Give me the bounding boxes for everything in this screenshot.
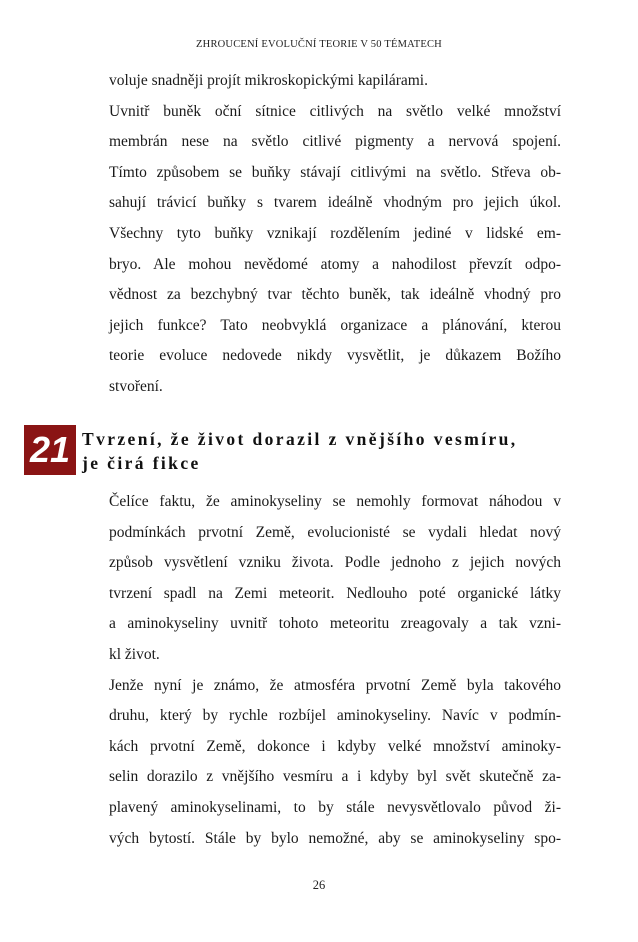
- text-line: způsob vysvětlení vzniku života. Podle jednoho z jejich nových: [109, 554, 561, 572]
- text-line: Tímto způsobem se buňky stávají citlivými na světlo. Střeva ob-: [109, 163, 561, 181]
- text-line: tvrzení spadl na Zemi meteorit. Nedlouho poté organické látky: [109, 584, 561, 602]
- text-line: teorie evoluce nedovede nikdy vysvětlit, je důkazem Božího: [109, 347, 561, 365]
- text-line: vých bytostí. Stále by bylo nemožné, aby se aminokyseliny spo-: [109, 829, 561, 847]
- text-line: Všechny tyto buňky vznikají rozdělením jediné v lidské em-: [109, 224, 561, 242]
- text-line: selin dorazilo z vnějšího vesmíru a i kdyby byl svět skutečně za-: [109, 768, 561, 786]
- chapter-title-line: Tvrzení, že život dorazil z vnějšího vesmíru,: [82, 429, 518, 449]
- text-line: vědnost za bezchybný tvar těchto buněk, tak ideálně vhodný pro: [109, 286, 561, 304]
- body-text-bottom: [109, 487, 561, 854]
- chapter-number-badge: 21: [24, 425, 76, 475]
- text-line: plavený aminokyselinami, to by stále nevysvětlovalo původ ži-: [109, 798, 561, 816]
- text-line: stvoření.: [109, 377, 163, 395]
- text-line: membrán nese na světlo citlivé pigmenty a nervová spojení.: [109, 133, 561, 151]
- text-line: bryo. Ale mohou nevědomé atomy a nahodilost převzít odpo-: [109, 255, 561, 273]
- text-line: kl život.: [109, 645, 160, 663]
- chapter-title-line: je čirá fikce: [82, 453, 201, 473]
- text-line: voluje snadněji projít mikroskopickými kapilárami.: [109, 72, 428, 89]
- text-line: sahují trávicí buňky s tvarem ideálně vhodným pro jejich úkol.: [109, 194, 561, 212]
- body-text-top: [109, 66, 561, 403]
- running-header: ZHROUCENÍ EVOLUČNÍ TEORIE V 50 TÉMATECH: [196, 39, 442, 50]
- page-number: 26: [312, 878, 326, 892]
- text-line: podmínkách prvotní Země, evolucionisté se vydali hledat nový: [109, 523, 561, 541]
- text-line: jejich funkce? Tato neobvyklá organizace a plánování, kterou: [109, 316, 561, 334]
- text-line: Jenže nyní je známo, že atmosféra prvotní Země byla takového: [109, 676, 561, 694]
- text-line: a aminokyseliny uvnitř tohoto meteoritu zreagovaly a tak vzni-: [109, 615, 561, 633]
- chapter-title: [82, 427, 552, 475]
- text-line: druhu, který by rychle rozbíjel aminokyseliny. Navíc v podmín-: [109, 707, 561, 725]
- text-line: Uvnitř buněk oční sítnice citlivých na světlo velké množství: [109, 102, 561, 120]
- text-line: Čelíce faktu, že aminokyseliny se nemohly formovat náhodou v: [109, 493, 561, 510]
- text-line: kách prvotní Země, dokonce i kdyby velké množství aminoky-: [109, 737, 561, 755]
